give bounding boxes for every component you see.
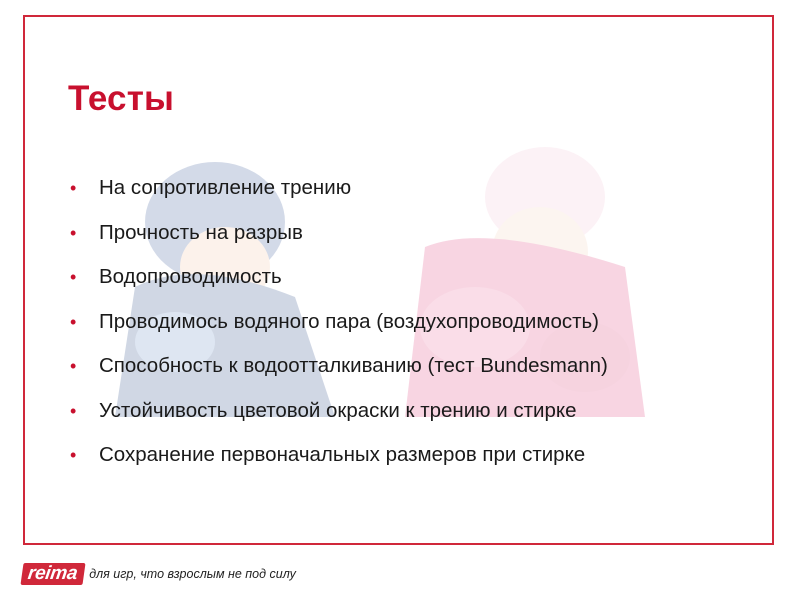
- list-item: [68, 398, 608, 443]
- bullet-list: [68, 175, 608, 487]
- slide-frame: [23, 15, 774, 545]
- list-item: [68, 442, 608, 487]
- bullet-text: На сопротивление трению: [99, 176, 352, 199]
- footer-tagline: для игр, что взрослым не под силу: [89, 567, 296, 581]
- slide-title: Тесты: [68, 79, 175, 118]
- bullet-text: Проводимось водяного пара (воздухопроводимость): [99, 309, 600, 333]
- bullet-text: Прочность на разрыв: [99, 220, 303, 244]
- bullet-icon: •: [70, 222, 77, 243]
- bullet-text: Сохранение первоначальных размеров при стирке: [99, 443, 586, 466]
- bullet-icon: •: [70, 267, 77, 287]
- footer: [22, 562, 296, 586]
- list-item: [68, 309, 608, 354]
- bullet-text: Устойчивость цветовой окраски к трению и стирке: [99, 398, 577, 422]
- list-item: [68, 353, 608, 398]
- bullet-icon: •: [70, 400, 77, 421]
- bullet-text: Способность к водоотталкиванию (тест Bundesmann): [99, 354, 608, 377]
- bullet-icon: •: [70, 311, 77, 332]
- list-item: [68, 220, 608, 265]
- bullet-icon: •: [70, 445, 77, 465]
- bullet-text: Водопроводимость: [99, 265, 282, 288]
- reima-logo: reima: [20, 563, 85, 585]
- bullet-icon: •: [70, 356, 77, 376]
- bullet-icon: •: [70, 178, 77, 198]
- list-item: [68, 264, 608, 309]
- list-item: [68, 175, 608, 220]
